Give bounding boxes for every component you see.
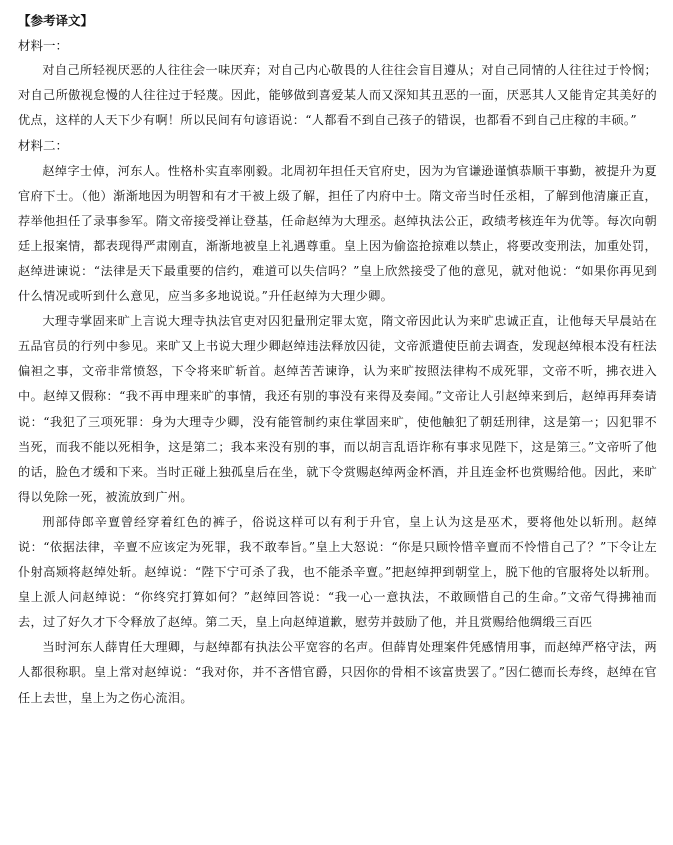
- material-one-label: 材料一：: [18, 38, 69, 54]
- material-two-paragraph-2: 大理寺掌固来旷上言说大理寺执法官吏对囚犯量刑定罪太宽，隋文帝因此认为来旷忠诚正直，让他每天早晨站在五品官员的行列中参见。来旷又上书说大理少卿赵绰违法释放囚徒，文帝派遣使臣前去调查，发现赵绰根本没有枉法偏袒之事，文帝非常愤怒，下令将来旷斩首。赵绰苦苦谏诤，认为来旷按照法律构不成死罪，文帝不听，拂衣进入中。赵绰又假称：“我不再申理来旷的事情，我还有别的事没有来得及奏闻。”文帝让人引赵绰来到后，赵绰再拜奏请说：“我犯了三项死罪：身为大理寺少卿，没有能管制约束住掌固来旷，使他触犯了朝廷刑律，这是第一；囚犯罪不当死，而我不能以死相争，这是第二；我本来没有别的事，而以胡言乱语诈称有事求见陛下，这是第三。”文帝听了他的话，脸色才缓和下来。当时正碰上独孤皇后在坐，就下令赏赐赵绰两金杯酒，并且连金杯也赏赐给他。因此，来旷得以免除一死，被流放到广州。: [18, 314, 657, 504]
- reference-translation-header: 【参考译文】: [18, 13, 94, 28]
- material-one-paragraph: 对自己所轻视厌恶的人往往会一味厌弃；对自己内心敬畏的人往往会盲目遵从；对自己同情的人往往过于怜悯；对自己所傲视怠慢的人往往过于轻蔑。因此，能够做到喜爱某人而又深知其丑恶的一面，厌恶其人又能肯定其美好的优点，这样的人天下少有啊！所以民间有句谚语说：“人都看不到自己孩子的错误，也都看不到自己庄稼的丰硕。”: [18, 63, 657, 128]
- material-two-paragraph-1: 赵绰字士倬，河东人。性格朴实直率刚毅。北周初年担任天官府史，因为为官谦逊谨慎恭顺干事勤，被提升为夏官府下士。（他）渐渐地因为明智和有才干被上级了解，担任了内府中士。隋文帝当时任丞相，了解到他清廉正直，荐举他担任了录事参军。隋文帝接受禅让登基，任命赵绰为大理丞。赵绰执法公正，政绩考核连年为优等。每次向朝廷上报案情，都表现得严肃刚直，渐渐地被皇上礼遇尊重。皇上因为偷盗抢掠难以禁止，将要改变刑法，加重处罚，赵绰进谏说：“法律是天下最重要的信约，难道可以失信吗？”皇上欣然接受了他的意见，就对他说：“如果你再见到什么情况或听到什么意见，应当多多地说说。”升任赵绰为大理少卿。: [18, 163, 657, 304]
- material-two-paragraph-4: 当时河东人薛胄任大理卿，与赵绰都有执法公平宽容的名声。但薛胄处理案件凭感情用事，而赵绰严格守法，两人都很称职。皇上常对赵绰说：“我对你，并不吝惜官爵，只因你的骨相不该富贵罢了。”因仁德而长寿终，赵绰在官任上去世，皇上为之伤心流泪。: [18, 640, 657, 705]
- material-two-label: 材料二：: [18, 138, 69, 154]
- material-two-paragraph-3: 刑部侍郎辛亶曾经穿着红色的裤子，俗说这样可以有利于升官，皇上认为这是巫术，要将他处以斩刑。赵绰说：“依据法律，辛亶不应该定为死罪，我不敢奉旨。”皇上大怒说：“你是只顾怜惜辛亶而不怜惜自己了？”下令让左仆射高颎将赵绰处斩。赵绰说：“陛下宁可杀了我，也不能杀辛亶。”把赵绰押到朝堂上，脱下他的官服将处以斩刑。皇上派人问赵绰说：“你终究打算如何？”赵绰回答说：“我一心一意执法，不敢顾惜自己的生命。”文帝气得拂袖而去，过了好久才下令释放了赵绰。第二天，皇上向赵绰道歉，慰劳并鼓励了他，并且赏赐给他绸缎三百匹: [18, 514, 657, 630]
